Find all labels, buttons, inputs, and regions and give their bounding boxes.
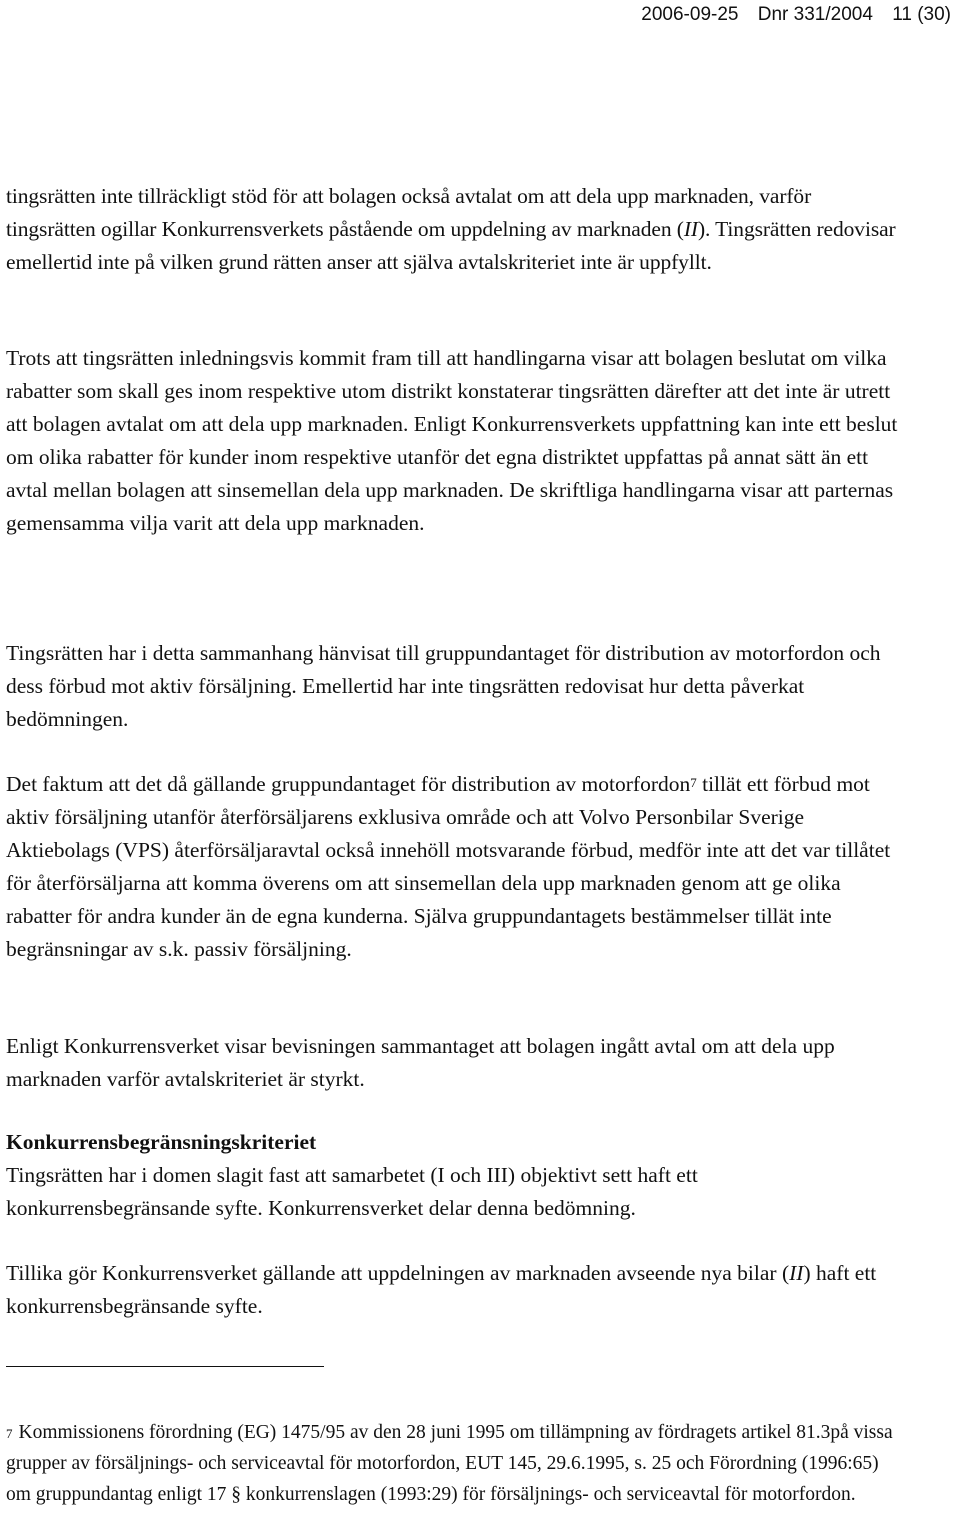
paragraph-1-italic: II <box>683 217 698 241</box>
paragraph-1 <box>6 180 906 279</box>
paragraph-5: Enligt Konkurrensverket visar bevisningen sammantaget att bolagen ingått avtal om att dela upp marknaden varför avtalskriteriet är styrkt. <box>6 1034 835 1091</box>
paragraph-1-text-b: ). Tingsrätten redovisar emellertid inte på vilken grund rätten anser att själva avtalskriteriet inte är uppfyllt. <box>6 217 896 274</box>
paragraph-7 <box>6 1257 906 1323</box>
footnote-mark: 7 <box>6 1426 13 1441</box>
header-case-number: Dnr 331/2004 <box>757 4 873 25</box>
paragraph-7-italic: II <box>789 1261 804 1285</box>
paragraph-3: Tingsrätten har i detta sammanhang hänvisat till gruppundantaget för distribution av motorfordon och dess förbud mot aktiv försäljning. Emellertid har inte tingsrätten redovisat hur detta påverkat bedömningen. <box>6 641 881 731</box>
header-page-number: 11 (30) <box>892 4 951 25</box>
section-heading: Konkurrensbegränsningskriteriet <box>6 1130 317 1154</box>
paragraph-1-text-a: tingsrätten inte tillräckligt stöd för att bolagen också avtalat om att dela upp marknaden, varför tingsrätten ogillar Konkurrensverkets påstående om uppdelning av marknaden ( <box>6 184 812 241</box>
paragraph-4-text-b: tillät ett förbud mot aktiv försäljning utanför återförsäljarens exklusiva område och att Volvo Personbilar Sverige Aktiebolags (VPS) återförsäljaravtal också innehöll motsvarande förbud, medför inte att det var tillåtet för återförsäljarna att komma överens om att sinsemellan dela upp marknaden genom att ge olika rabatter för andra kunder än de egna kunderna. Själva gruppundantagets bestämmelser tillät inte begränsningar av s.k. passiv försäljning. <box>6 772 891 961</box>
paragraph-2: Trots att tingsrätten inledningsvis kommit fram till att handlingarna visar att bolagen beslutat om vilka rabatter som skall ges inom respektive utom distrikt konstaterar tingsrätten därefter att det inte är utrett att bolagen avtalat om att dela upp marknaden. Enligt Konkurrensverkets uppfattning kan inte ett beslut om olika rabatter för kunder inom respektive utanför det egna distriktet uppfattas på annat sätt än ett avtal mellan bolagen att sinsemellan dela upp marknaden. De skriftliga handlingarna visar att parternas gemensamma vilja varit att dela upp marknaden. <box>6 346 898 535</box>
paragraph-4-text-a: Det faktum att det då gällande gruppundantaget för distribution av motorfordon <box>6 772 691 796</box>
footnote <box>6 1417 906 1510</box>
footnote-reference[interactable]: 7 <box>690 775 697 790</box>
paragraph-7-text-a: Tillika gör Konkurrensverket gällande att uppdelningen av marknaden avseende nya bilar ( <box>6 1261 790 1285</box>
paragraph-7-text-b: ) haft ett konkurrensbegränsande syfte. <box>6 1261 877 1318</box>
header-date: 2006-09-25 <box>641 4 739 25</box>
footnote-separator <box>6 1366 324 1367</box>
page-header <box>627 0 951 34</box>
footnote-text: Kommissionens förordning (EG) 1475/95 av den 28 juni 1995 om tillämpning av fördragets artikel 81.3på vissa grupper av försäljnings- och serviceavtal för motorfordon, EUT 145, 29.6.1995, s. 25 och Förordning (1996:65) om gruppundantag enligt 17 § konkurrenslagen (1993:29) för försäljnings- och serviceavtal för motorfordon. <box>6 1422 893 1505</box>
paragraph-6: Tingsrätten har i domen slagit fast att samarbetet (I och III) objektivt sett haft ett konkurrensbegränsande syfte. Konkurrensverket delar denna bedömning. <box>6 1163 698 1220</box>
paragraph-4 <box>6 768 906 966</box>
